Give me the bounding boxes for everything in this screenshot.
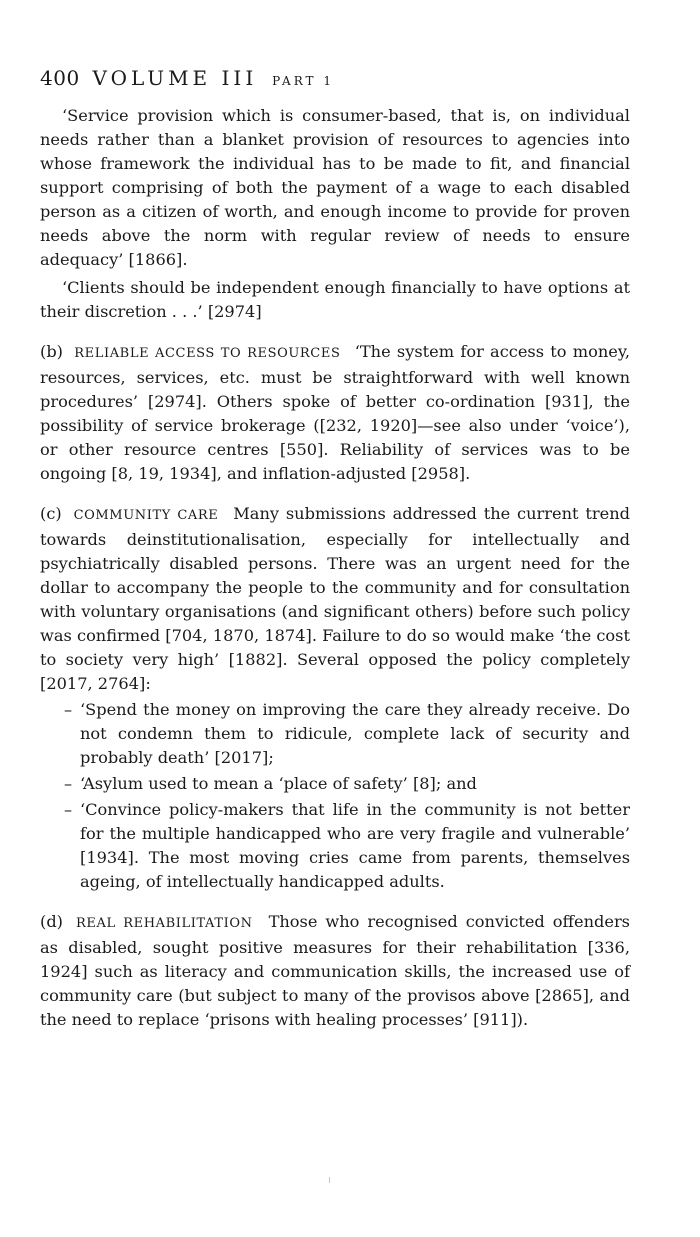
quote-list [40, 698, 630, 894]
section-c [40, 502, 630, 696]
paragraph-service-provision: ‘Service provision which is consumer-based, that is, on individual needs rather than a blanket provision of resources to agencies into whose framework the individual has to be made to fit, and financial support comprising of both the payment of a wage to each disabled person as a citizen of worth, and enough income to provide for proven needs above the norm with regular review of needs to ensure adequacy’ [1866]. [40, 106, 630, 269]
section-text: Those who recognised convicted offenders as disabled, sought positive measures for their rehabilitation [336, 1924] such as literacy and communication skills, the increased use of community care (but subject to many of the provisos above [2865], and the need to replace ‘prisons with healing processes’ [911]). [40, 912, 630, 1029]
list-dash: – [64, 700, 73, 719]
section-text: Many submissions addressed the current trend towards deinstitutionalisation, especially for intellectually and psychiatrically disabled persons. There was an urgent need for the dollar to accompany the people to the community and for consultation with voluntary organisations (and significant others) before such policy was confirmed [704, 1870, 1874]. Failure to do so would make ‘the cost to society very high’ [1882]. Several opposed the policy completely [2017, 2764]: [40, 504, 630, 693]
list-item [40, 698, 630, 770]
list-dash: – [64, 800, 73, 819]
section-heading: REAL REHABILITATION [75, 916, 253, 931]
paragraph-clients: ‘Clients should be independent enough financially to have options at their discretion . . .’ [2974] [40, 278, 630, 321]
part-label: PART 1 [272, 74, 334, 88]
running-head [40, 66, 334, 90]
section-heading: RELIABLE ACCESS TO RESOURCES [74, 346, 341, 361]
list-dash: – [64, 774, 73, 793]
quote-text: ‘Asylum used to mean a ‘place of safety’ [8]; and [80, 774, 477, 793]
scan-mark [329, 1177, 330, 1183]
section-text: ‘The system for access to money, resources, services, etc. must be straightforward with well known procedures’ [2974]. Others spoke of better co-ordination [931], the possibility of service brokerage ([232, 1920]—see also under ‘voice’), or other resource centres [550]. Reliability of services was to be ongoing [8, 19, 1934], and inflation-adjusted [2958]. [40, 342, 631, 483]
section-marker: (b) [40, 342, 63, 361]
quote-text: ‘Spend the money on improving the care they already receive. Do not condemn them to ridicule, complete lack of security and probably death’ [2017]; [80, 700, 630, 767]
section-marker: (d) [40, 912, 63, 931]
quote-text: ‘Convince policy-makers that life in the community is not better for the multiple handicapped who are very fragile and vulnerable’ [1934]. The most moving cries came from parents, themselves ageing, of intellectually handicapped adults. [80, 800, 630, 891]
section-b [40, 340, 630, 486]
section-marker: (c) [40, 504, 62, 523]
list-item [40, 772, 630, 796]
list-item [40, 798, 630, 894]
page-number: 400 [40, 66, 80, 90]
body-text [40, 104, 630, 1032]
section-heading: COMMUNITY CARE [73, 508, 219, 523]
section-d [40, 910, 630, 1032]
volume-label: VOLUME III [92, 66, 258, 90]
